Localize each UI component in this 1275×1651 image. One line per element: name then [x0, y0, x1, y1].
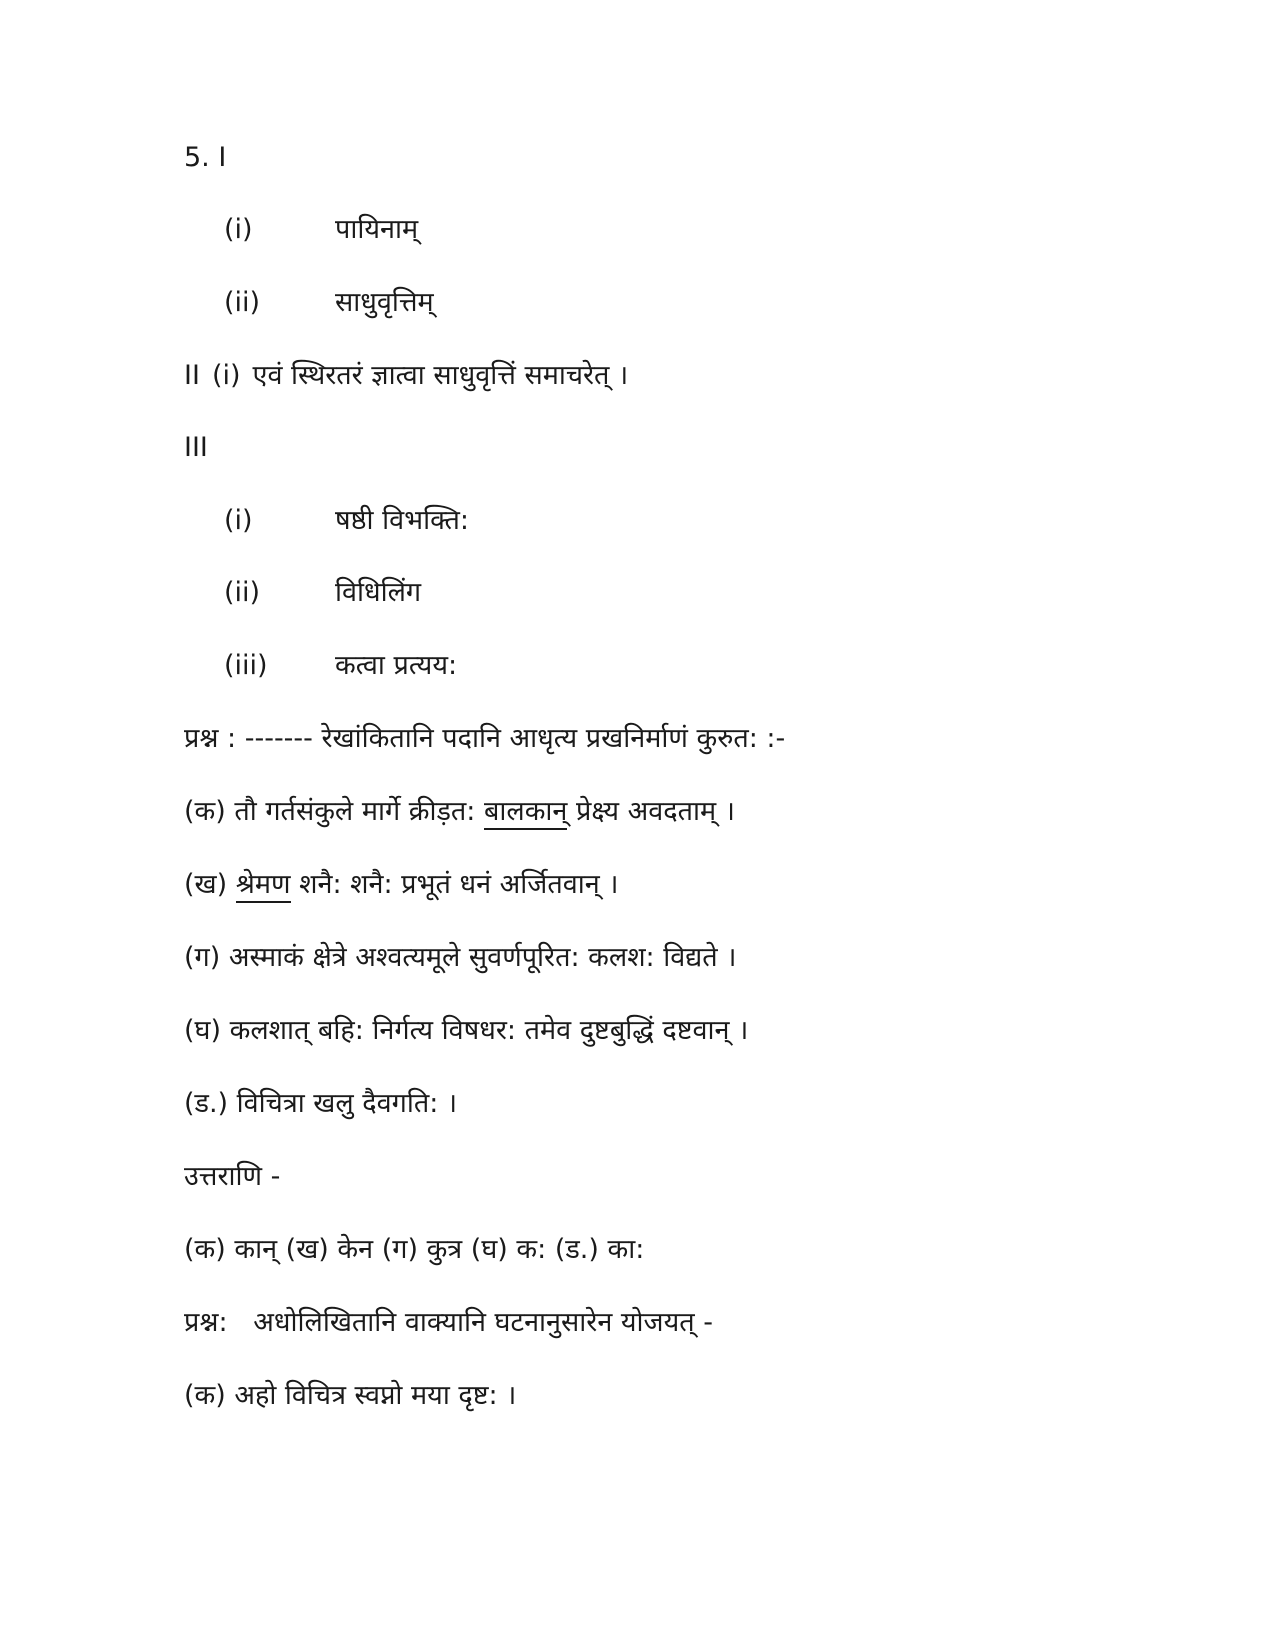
part3-item-1-text: षष्ठी विभक्ति: [335, 505, 470, 536]
part3-item-3-number: (iii) [224, 650, 268, 681]
question1-item-ga: (ग) अस्माकं क्षेत्रे अश्वत्यमूले सुवर्णपूरित: कलश: विद्यते । [184, 942, 737, 973]
part1-item-1-number: (i) [224, 214, 253, 245]
underlined-word: बालकान् [484, 796, 567, 830]
part1-item-2-text: साधुवृत्तिम् [335, 287, 434, 318]
part3-item-3-text: कत्वा प्रत्यय: [335, 650, 458, 681]
answers-line: (क) कान् (ख) केन (ग) कुत्र (घ) क: (ड.) का: [184, 1234, 645, 1265]
part2-roman: II [184, 360, 200, 391]
part1-item-1-text: पायिनाम् [335, 214, 419, 245]
question1-item-ka-post: प्रेक्ष्य अवदताम् । [567, 796, 735, 827]
section-heading: 5. I [184, 142, 227, 173]
answers-label: उत्तराणि - [184, 1161, 281, 1192]
question1-item-kha-pre: (ख) [184, 869, 236, 900]
question2-title: प्रश्न: अधोलिखितानि वाक्यानि घटनानुसारेन योजयत् - [184, 1307, 713, 1338]
part3-item-2-number: (ii) [224, 577, 261, 608]
question1-item-kha-post: शनै: शनै: प्रभूतं धनं अर्जितवान् । [290, 869, 619, 900]
question1-item-nga: (ड.) विचित्रा खलु दैवगति: । [184, 1088, 458, 1119]
question1-item-ka-pre: (क) तौ गर्तसंकुले मार्गे क्रीड़त: [184, 796, 484, 827]
question1-title: प्रश्न : ------- रेखांकितानि पदानि आधृत्य प्रखनिर्माणं कुरुत: :- [184, 723, 786, 754]
question1-item-kha [184, 867, 619, 903]
part3-item-1-number: (i) [224, 505, 253, 536]
part2-number: (i) [211, 360, 241, 391]
part2-text: एवं स्थिरतरं ज्ञात्वा साधुवृत्तिं समाचरेत् । [252, 360, 629, 391]
part3-item-2-text: विधिलिंग [335, 577, 422, 608]
part2-answer [184, 358, 628, 394]
question1-item-gha: (घ) कलशात् बहि: निर्गत्य विषधर: तमेव दुष्टबुद्धिं दष्टवान् । [184, 1015, 749, 1046]
question1-item-ka [184, 794, 735, 830]
part1-item-2-number: (ii) [224, 287, 261, 318]
part3-roman: III [184, 432, 208, 463]
underlined-word: श्रेमण [236, 869, 291, 903]
question2-item-ka: (क) अहो विचित्र स्वप्नो मया दृष्ट: । [184, 1380, 517, 1411]
